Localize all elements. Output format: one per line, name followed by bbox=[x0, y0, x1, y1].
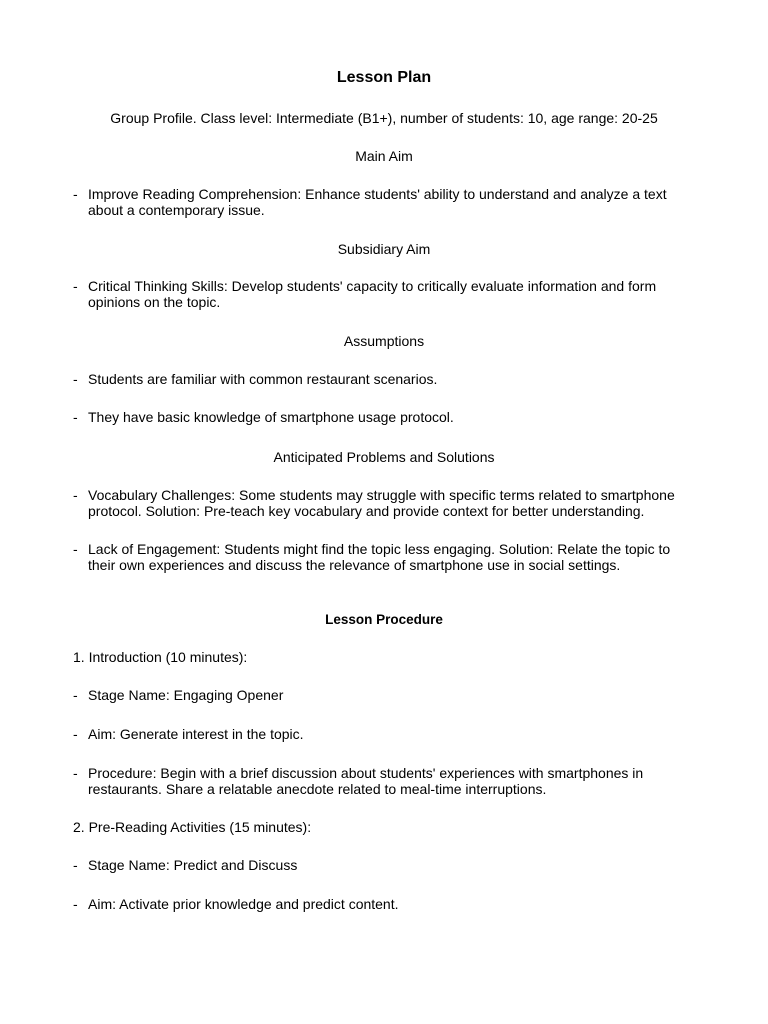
list-item bbox=[73, 279, 693, 310]
heading-assumptions: Assumptions bbox=[343, 333, 425, 349]
list-item bbox=[73, 187, 693, 218]
heading-subsidiary-aim: Subsidiary Aim bbox=[337, 241, 431, 257]
list-item-text: Vocabulary Challenges: Some students may struggle with specific terms related to smartphone protocol. Solution: Pre-teach key vocabulary and provide context for better understanding. bbox=[88, 487, 675, 519]
list-item bbox=[73, 372, 693, 388]
list-item-text: Students are familiar with common restaurant scenarios. bbox=[88, 371, 438, 387]
document-title: Lesson Plan bbox=[336, 69, 432, 86]
heading-lesson-procedure: Lesson Procedure bbox=[325, 612, 443, 627]
list-item bbox=[73, 542, 693, 573]
dash-marker: - bbox=[73, 371, 78, 387]
list-item bbox=[73, 688, 693, 704]
dash-marker: - bbox=[73, 726, 78, 742]
dash-marker: - bbox=[73, 541, 78, 557]
list-item-text: Critical Thinking Skills: Develop students' capacity to critically evaluate information and form opinions on the topic. bbox=[88, 278, 657, 310]
dash-marker: - bbox=[73, 896, 78, 912]
list-item-text: They have basic knowledge of smartphone usage protocol. bbox=[88, 409, 454, 425]
dash-marker: - bbox=[73, 186, 78, 202]
list-item bbox=[73, 766, 693, 797]
list-item-text: Stage Name: Predict and Discuss bbox=[88, 857, 298, 873]
list-item-text: Stage Name: Engaging Opener bbox=[88, 687, 284, 703]
procedure-stage-heading: 1. Introduction (10 minutes): bbox=[73, 649, 248, 665]
dash-marker: - bbox=[73, 765, 78, 781]
dash-marker: - bbox=[73, 409, 78, 425]
list-item-text: Procedure: Begin with a brief discussion about students' experiences with smartphones in restaurants. Share a relatable anecdote related to meal-time interruptions. bbox=[88, 765, 644, 797]
heading-anticipated-problems: Anticipated Problems and Solutions bbox=[273, 449, 495, 465]
list-item-text: Aim: Activate prior knowledge and predict content. bbox=[88, 896, 399, 912]
dash-marker: - bbox=[73, 857, 78, 873]
list-item bbox=[73, 897, 693, 913]
list-item-text: Aim: Generate interest in the topic. bbox=[88, 726, 304, 742]
list-item bbox=[73, 858, 693, 874]
list-item-text: Lack of Engagement: Students might find the topic less engaging. Solution: Relate the topic to their own experiences and discuss the relevance of smartphone use in social settings. bbox=[88, 541, 671, 573]
dash-marker: - bbox=[73, 687, 78, 703]
list-item-text: Improve Reading Comprehension: Enhance students' ability to understand and analyze a text about a contemporary issue. bbox=[88, 186, 667, 218]
list-item bbox=[73, 488, 693, 519]
dash-marker: - bbox=[73, 487, 78, 503]
heading-main-aim: Main Aim bbox=[355, 148, 413, 164]
list-item bbox=[73, 410, 693, 426]
list-item bbox=[73, 727, 693, 743]
dash-marker: - bbox=[73, 278, 78, 294]
group-profile: Group Profile. Class level: Intermediate (B1+), number of students: 10, age range: 20-25 bbox=[110, 110, 658, 126]
procedure-stage-heading: 2. Pre-Reading Activities (15 minutes): bbox=[73, 819, 312, 835]
